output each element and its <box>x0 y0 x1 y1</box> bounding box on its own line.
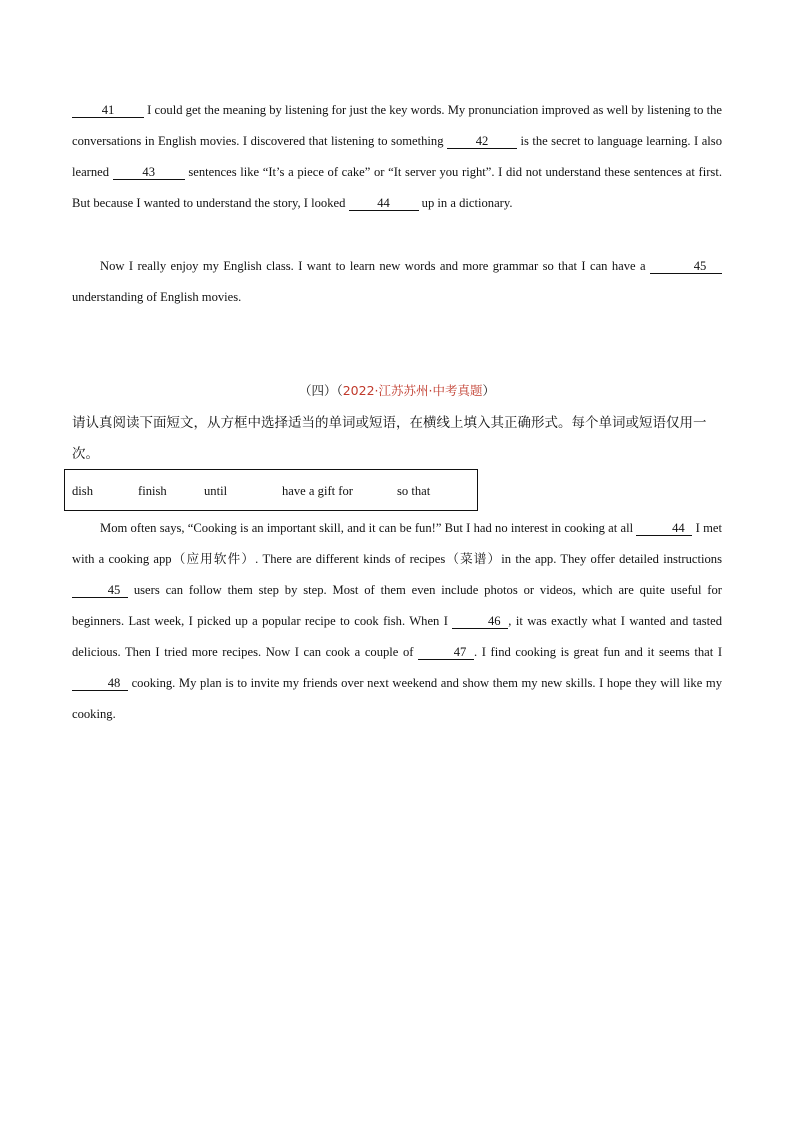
blank-48[interactable]: 48 <box>72 676 128 691</box>
word-box <box>64 469 478 511</box>
passage1-text: up in a dictionary. <box>418 196 513 210</box>
passage1-text: is the secret to language learning. I also learned <box>72 134 722 179</box>
passage1-text: Now I really enjoy my English class. I want to learn new words and more grammar so that I can have a <box>100 259 650 273</box>
passage2-text: , it was exactly what I wanted and tasted delicious. Then I tried more recipes. Now I can cook a couple of <box>72 614 722 659</box>
blank-44[interactable]: 44 <box>349 196 419 211</box>
blank-43[interactable]: 43 <box>113 165 185 180</box>
word-option: have a gift for <box>282 484 353 498</box>
passage1-text: I could get the meaning by listening for just the key words. My pronunciation improved as well by listening to the conversations in English movies. I discovered that listening to something <box>72 103 722 148</box>
passage2-text: . I find cooking is great fun and it seems that I <box>474 645 723 659</box>
passage2-text: I met with a cooking app（应用软件）. There are different kinds of recipes（菜谱）in the app. They offer detailed instructions <box>72 521 722 566</box>
section-close: ） <box>482 383 496 398</box>
blank-44[interactable]: 44 <box>636 521 692 536</box>
passage1-text: understanding of English movies. <box>72 290 242 304</box>
passage2-text: users can follow them step by step. Most of them even include photos or videos, which are quite useful for beginners. Last week, I picked up a popular recipe to cook fish. When I <box>72 583 722 628</box>
section-instructions: 请认真阅读下面短文，从方框中选择适当的单词或短语，在横线上填入其正确形式。每个单词或短语仅用一次。 <box>72 415 707 462</box>
passage1-paragraph2 <box>72 251 722 313</box>
blank-45[interactable]: 45 <box>650 259 722 274</box>
passage2-text: Mom often says, “Cooking is an important skill, and it can be fun!” But I had no interest in cooking at all <box>100 521 637 535</box>
blank-45[interactable]: 45 <box>72 583 128 598</box>
blank-46[interactable]: 46 <box>452 614 508 629</box>
section-number: （四）（ <box>298 383 343 398</box>
word-option: finish <box>138 484 167 498</box>
passage1-text: sentences like “It’s a piece of cake” or “It server you right”. I did not understand these sentences at first. But because I wanted to understand the story, I looked <box>72 165 722 210</box>
word-option: until <box>204 484 228 498</box>
section-source: 2022·江苏苏州·中考真题 <box>342 383 483 398</box>
passage2-text: cooking. My plan is to invite my friends over next weekend and show them my new skills. I hope they will like my cooking. <box>72 676 722 721</box>
blank-42[interactable]: 42 <box>447 134 517 149</box>
passage1-paragraph1 <box>72 95 722 219</box>
word-option: so that <box>397 484 431 498</box>
blank-47[interactable]: 47 <box>418 645 474 660</box>
blank-41[interactable]: 41 <box>72 103 144 118</box>
section-title <box>0 380 794 402</box>
passage2-paragraph <box>72 513 722 730</box>
word-option: dish <box>72 484 93 498</box>
